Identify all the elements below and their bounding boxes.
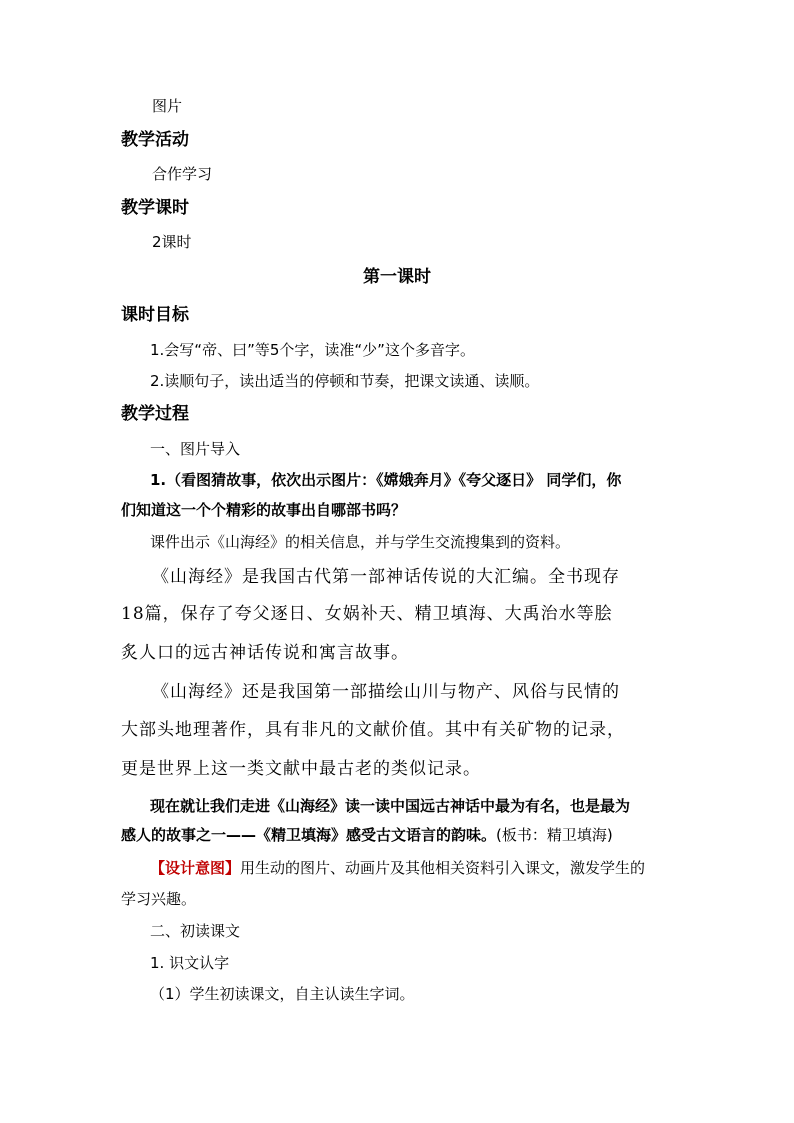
question1-line2: 们知道这一个个精彩的故事出自哪部书吗？ xyxy=(121,501,407,519)
intro-line1: 现在就让我们走进《山海经》读一读中国远古神话中最为有名，也是最为 xyxy=(150,797,631,815)
intro-line2 xyxy=(121,826,613,844)
objective-item-2: 2.读顺句子，读出适当的停顿和节奏，把课文读通、读顺。 xyxy=(150,372,540,390)
design-intent-text: 用生动的图片、动画片及其他相关资料引入课文，激发学生的 xyxy=(240,859,646,877)
quote1-line2: 18篇，保存了夸父逐日、女娲补天、精卫填海、大禹治水等脍 xyxy=(121,604,613,624)
quote1-line3: 炙人口的远古神话传说和寓言故事。 xyxy=(121,643,409,663)
question1-line1: 1.（看图猜故事，依次出示图片：《嫦娥奔月》《夸父逐日》 同学们，你 xyxy=(150,471,622,489)
lesson-title: 第一课时 xyxy=(363,267,431,287)
section2-sub1-item1: （1）学生初读课文，自主认读生字词。 xyxy=(150,985,415,1003)
teaching-hours-heading: 教学课时 xyxy=(121,198,189,218)
design-intent-line1 xyxy=(150,859,645,877)
intro-line2-bold: 感人的故事之一——《精卫填海》感受古文语言的韵味。 xyxy=(121,826,497,844)
quote2-line3: 更是世界上这一类文献中最古老的类似记录。 xyxy=(121,759,481,779)
section1-title: 一、图片导入 xyxy=(150,440,241,458)
design-intent-line2: 学习兴趣。 xyxy=(121,890,197,908)
board-note: (板书：精卫填海) xyxy=(496,826,613,844)
courseware-note: 课件出示《山海经》的相关信息，并与学生交流搜集到的资料。 xyxy=(150,533,571,551)
quote2-line1: 《山海经》还是我国第一部描绘山川与物产、风俗与民情的 xyxy=(152,682,620,702)
teaching-activity-content: 合作学习 xyxy=(152,165,213,183)
section2-sub1: 1. 识文认字 xyxy=(150,954,230,972)
design-intent-label: 【设计意图】 xyxy=(150,859,241,877)
lesson-objectives-heading: 课时目标 xyxy=(121,305,189,325)
teaching-activity-heading: 教学活动 xyxy=(121,130,189,150)
objective-item-1: 1.会写“帝、曰”等5个字，读准“少”这个多音字。 xyxy=(150,341,475,359)
quote1-line1: 《山海经》是我国古代第一部神话传说的大汇编。全书现存 xyxy=(152,567,620,587)
media-text: 图片 xyxy=(152,97,183,115)
process-heading: 教学过程 xyxy=(121,404,189,424)
quote2-line2: 大部头地理著作，具有非凡的文献价值。其中有关矿物的记录， xyxy=(121,720,625,740)
teaching-hours-content: 2课时 xyxy=(152,233,192,251)
section2-title: 二、初读课文 xyxy=(150,922,241,940)
